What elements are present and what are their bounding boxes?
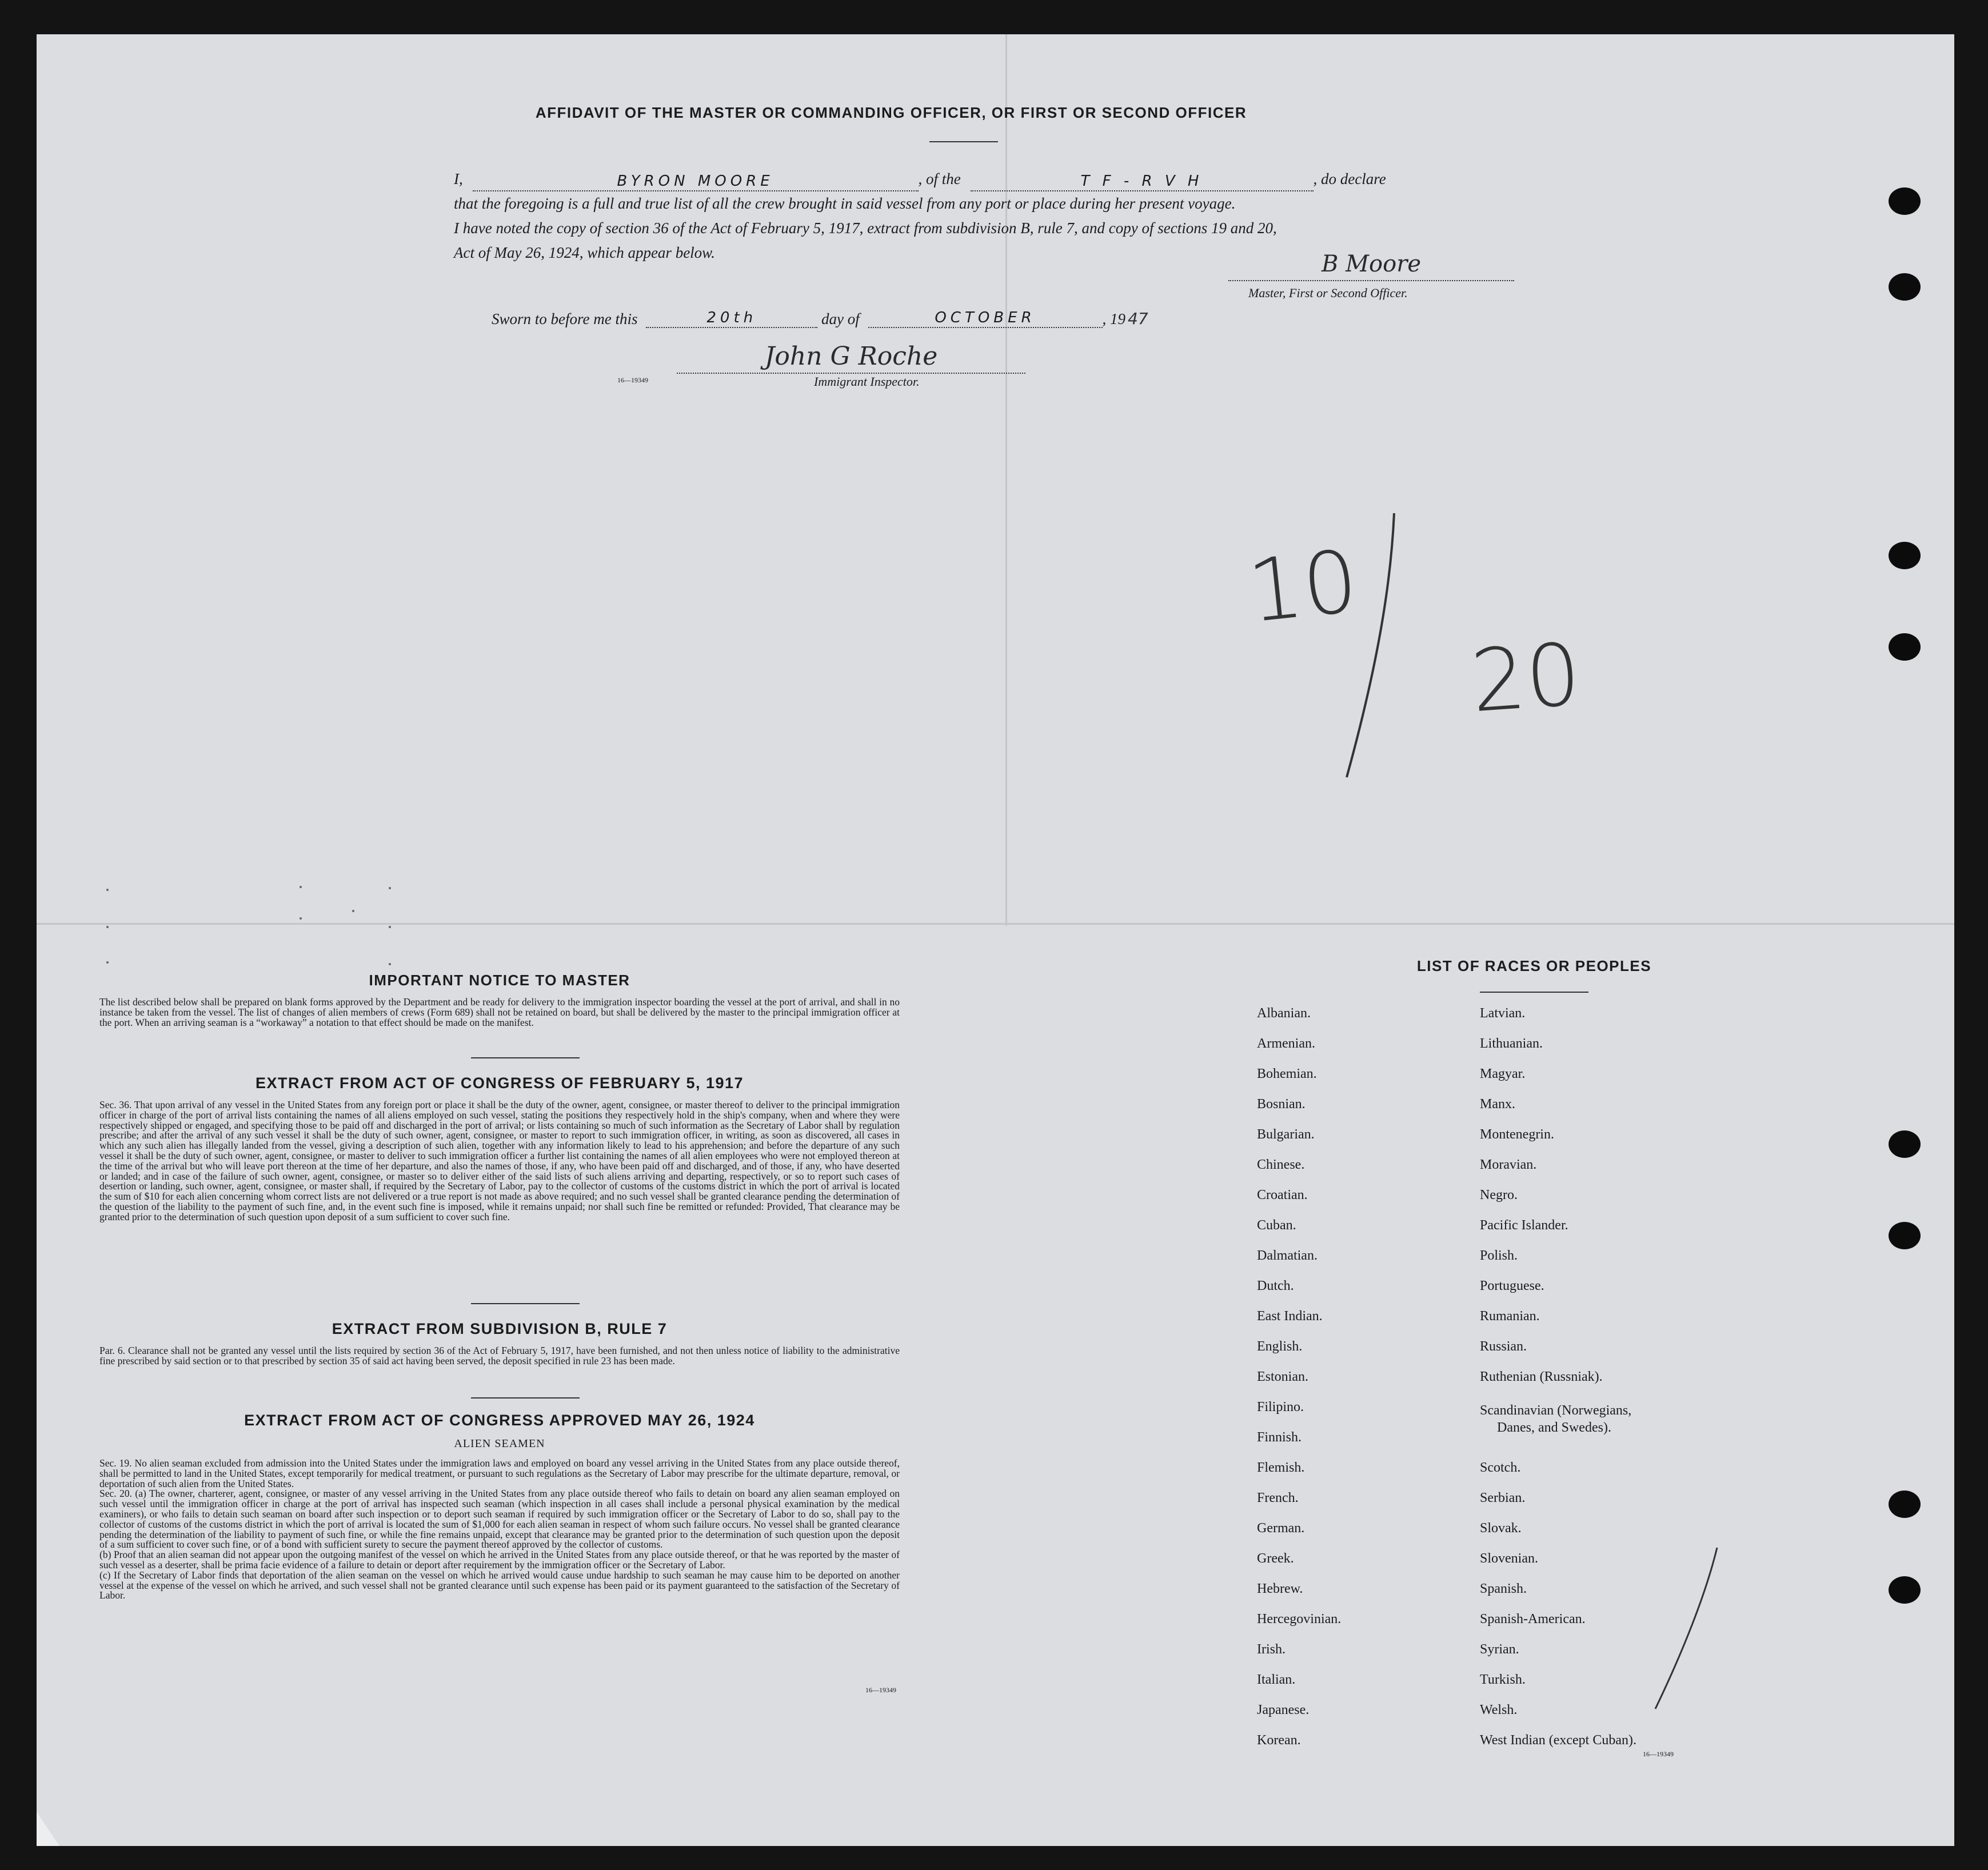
title-rule <box>929 141 998 142</box>
races-list <box>1257 1006 1886 1817</box>
race-right: Ruthenian (Russniak). <box>1480 1369 1603 1384</box>
stray-mark <box>106 889 109 891</box>
punch-hole-icon <box>1889 1222 1921 1249</box>
race-left: Estonian. <box>1257 1369 1308 1384</box>
notice-title: IMPORTANT NOTICE TO MASTER <box>369 972 630 989</box>
sworn-label: Sworn to before me this <box>492 310 638 327</box>
race-right: Spanish-American. <box>1480 1612 1586 1627</box>
race-right: Scandinavian (Norwegians, <box>1480 1403 1632 1418</box>
punch-hole-icon <box>1889 1576 1921 1604</box>
do-declare-label: , do declare <box>1313 170 1386 187</box>
document-sheet <box>37 34 1954 1846</box>
race-right: Russian. <box>1480 1339 1527 1354</box>
race-left: Italian. <box>1257 1672 1296 1687</box>
declaration-line-3: I have noted the copy of section 36 of the Act of February 5, 1917, extract from subdivision B, rule 7, and copy of sections 19 and 20, <box>454 219 1277 237</box>
race-right: Danes, and Swedes). <box>1497 1420 1611 1435</box>
folded-corner <box>37 1812 59 1846</box>
race-left: Armenian. <box>1257 1036 1315 1051</box>
rule7-body: Par. 6. Clearance shall not be granted any vessel until the lists required by section 36 of the Act of February 5, 1917, have been furnished, and not then unless notice of liability to the administrative fine prescribed by said section or to that prescribed by section 35 of said act having been served, the deposit specified in rule 23 has been made. <box>99 1345 900 1366</box>
race-right: Welsh. <box>1480 1703 1518 1717</box>
races-rule <box>1480 992 1588 993</box>
fold-line-horizontal <box>37 923 1954 925</box>
race-left: Irish. <box>1257 1642 1286 1657</box>
handwritten-slash-icon <box>1340 509 1408 783</box>
day-of-label: day of <box>821 310 860 327</box>
of-the-label: , of the <box>918 170 961 187</box>
race-right: Lithuanian. <box>1480 1036 1543 1051</box>
stray-mark <box>389 963 391 965</box>
rule7-title: EXTRACT FROM SUBDIVISION B, RULE 7 <box>332 1320 668 1337</box>
race-left: Dalmatian. <box>1257 1248 1318 1263</box>
race-left: Albanian. <box>1257 1006 1311 1021</box>
race-left: Japanese. <box>1257 1703 1310 1717</box>
sworn-day-field: 20th <box>646 309 817 328</box>
sworn-month-field: OCTOBER <box>868 309 1103 328</box>
stray-mark <box>106 961 109 964</box>
race-left: Cuban. <box>1257 1218 1296 1233</box>
section-rule <box>471 1397 580 1398</box>
punch-hole-icon <box>1889 1491 1921 1518</box>
race-left: Hercegovinian. <box>1257 1612 1342 1627</box>
stray-mark <box>389 926 391 928</box>
section-rule <box>471 1303 580 1304</box>
form-number: 16—19349 <box>617 376 648 384</box>
form-number: 16—19349 <box>1643 1750 1674 1758</box>
stray-mark <box>352 910 354 912</box>
inspector-signature: John G Roche <box>677 343 1025 374</box>
race-right: Magyar. <box>1480 1066 1526 1081</box>
declaration-line-4: Act of May 26, 1924, which appear below. <box>454 244 715 261</box>
race-right: Pacific Islander. <box>1480 1218 1568 1233</box>
race-left: Bohemian. <box>1257 1066 1317 1081</box>
vessel-name-field: T F - R V H <box>971 172 1314 191</box>
race-left: German. <box>1257 1521 1305 1536</box>
race-right: Montenegrin. <box>1480 1127 1554 1142</box>
stray-mark <box>300 917 302 920</box>
affidavit-title: AFFIDAVIT OF THE MASTER OR COMMANDING OFFICER, OR FIRST OR SECOND OFFICER <box>535 104 1247 121</box>
race-right: Polish. <box>1480 1248 1518 1263</box>
form-number: 16—19349 <box>865 1686 896 1694</box>
race-right: Syrian. <box>1480 1642 1519 1657</box>
race-left: Korean. <box>1257 1733 1301 1748</box>
race-left: Chinese. <box>1257 1157 1305 1172</box>
notice-body: The list described below shall be prepared on blank forms approved by the Department and be ready for delivery to the immigration inspector boarding the vessel at the port of arrival, and shall in no instance be taken from the vessel. The list of changes of alien members of crews (Form 689) shall not be retained on board, but shall be delivered by the master to the principal immigration officer at the port. When an arriving seaman is a “workaway” a notation to that effect should be made on the manifest. <box>99 996 900 1028</box>
race-left: Dutch. <box>1257 1278 1294 1293</box>
race-left: Bosnian. <box>1257 1097 1306 1112</box>
section-rule <box>471 1057 580 1058</box>
stray-mark <box>106 926 109 928</box>
race-left: Flemish. <box>1257 1460 1305 1475</box>
race-left: Croatian. <box>1257 1188 1308 1202</box>
sec20b-text: (b) Proof that an alien seaman did not appear upon the outgoing manifest of the vessel on which he arrived in the United States from any place outside thereof, or that he was reported by the master of such vessel as a deserter, shall be prima facie evidence of a failure to detain or deport after requirement by the immigration officer or the Secretary of Labor. <box>99 1549 900 1571</box>
race-right: Manx. <box>1480 1097 1515 1112</box>
handwritten-day: 20 <box>1468 625 1584 732</box>
race-left: East Indian. <box>1257 1309 1323 1324</box>
race-left: English. <box>1257 1339 1303 1354</box>
handwritten-month: 10 <box>1243 532 1363 642</box>
year-prefix-label: , 19 <box>1102 310 1125 327</box>
punch-hole-icon <box>1889 273 1921 301</box>
race-right: Rumanian. <box>1480 1309 1540 1324</box>
race-left: Filipino. <box>1257 1400 1304 1415</box>
race-right: Slovenian. <box>1480 1551 1538 1566</box>
sec19-text: Sec. 19. No alien seaman excluded from admission into the United States under the immigration laws and employed on board any vessel arriving in the United States from any place outside thereof, shall be permitted to land in the United States, except temporarily for medical treatment, or pursuant to such regulations as the Secretary of Labor may prescribe for the ultimate departure, removal, or deportation of such alien from the United States. <box>99 1457 900 1489</box>
stray-mark <box>389 887 391 889</box>
punch-hole-icon <box>1889 187 1921 215</box>
sworn-line <box>492 309 1148 328</box>
year-field: 47 <box>1128 309 1148 328</box>
race-right: Negro. <box>1480 1188 1518 1202</box>
extract-1924-subtitle: ALIEN SEAMEN <box>454 1437 545 1450</box>
sec20a-text: Sec. 20. (a) The owner, charterer, agent, consignee, or master of any vessel arriving in the United States from any place outside thereof who fails to detain on board any alien seaman employed on such vessel until the immigration officer in charge at the port of arrival has inspected such seaman (which inspection in all cases shall include a personal physical examination by the medical examiners), or who fails to detain such seaman on board after such inspection or to deport such seaman if required by such immigration officer or the Secretary of Labor to do so, shall pay to the collector of customs of the customs district in which the port of arrival is located the sum of $1,000 for each alien seaman in respect of whom such failure occurs. No vessel shall be granted clearance pending the determination of the liability to payment of such fine, or while the fine remains unpaid, except that clearance may be granted prior to the determination of such question upon the deposit of a sum sufficient to cover such fine, or of a bond with sufficient surety to secure the payment thereof approved by the collector of customs. <box>99 1488 900 1551</box>
punch-hole-icon <box>1889 633 1921 661</box>
race-right: Scotch. <box>1480 1460 1521 1475</box>
race-right: Portuguese. <box>1480 1278 1544 1293</box>
stray-mark <box>300 886 302 888</box>
punch-hole-icon <box>1889 542 1921 569</box>
race-right: Turkish. <box>1480 1672 1526 1687</box>
inspector-caption: Immigrant Inspector. <box>814 374 920 389</box>
race-left: Finnish. <box>1257 1430 1302 1445</box>
race-left: French. <box>1257 1491 1299 1505</box>
extract-1924-body <box>99 1459 900 1601</box>
master-caption: Master, First or Second Officer. <box>1248 286 1408 300</box>
race-right: Spanish. <box>1480 1581 1527 1596</box>
officer-name-field: BYRON MOORE <box>473 172 919 191</box>
race-left: Greek. <box>1257 1551 1294 1566</box>
races-title: LIST OF RACES OR PEOPLES <box>1416 957 1652 974</box>
extract-1924-title: EXTRACT FROM ACT OF CONGRESS APPROVED MAY 26, 1924 <box>244 1412 755 1429</box>
i-label: I, <box>454 170 463 187</box>
master-signature: B Moore <box>1228 251 1514 281</box>
race-right: Serbian. <box>1480 1491 1526 1505</box>
race-right: West Indian (except Cuban). <box>1480 1733 1636 1748</box>
extract-1917-body: Sec. 36. That upon arrival of any vessel in the United States from any foreign port or place it shall be the duty of the owner, agent, consignee, or master thereof to deliver to the principal immigration officer in charge of the port of arrival lists containing the names of all aliens employed on such vessel, stating the positions they respectively hold in the ship's company, when and where they were respectively shipped or engaged, and specifying those to be paid off and discharged in the port of arrival; or lists containing so much of such information as the Secretary of Labor shall by regulation prescribe; and after the arrival of any such vessel it shall be the duty of such owner, agent, consignee, or master to report to such immigration officer, in writing, as soon as discovered, all cases in which any such alien has illegally landed from the vessel, giving a description of such alien, together with any information likely to lead to his apprehension; and before the departure of any such vessel it shall be the duty of such owner, agent, consignee, or master to deliver to such immigration officer a further list containing the names of all alien employees who were not employed thereon at the time of the arrival but who will leave port thereon at the time of her departure, and also the names of those, if any, who have been paid off and discharged, and of those, if any, who have deserted or landed; and in case of the failure of such owner, agent, consignee, or master so to deliver either of the said lists of such aliens arriving and departing, respectively, or so to report such cases of desertion or landing, such owner, agent, consignee, or master shall, if required by the Secretary of Labor, pay to the collector of customs of the customs district in which the port of arrival is located the sum of $10 for each alien concerning whom correct lists are not delivered or a true report is not made as above required; and no such vessel shall be granted clearance pending the determination of the question of the liability to the payment of such fine, and, in the event such fine is imposed, while it remains unpaid; nor shall such fine be remitted or refunded: Provided, That clearance may be granted prior to the determination of such question upon deposit of a sum sufficient to cover such fine. <box>99 1099 900 1222</box>
race-right: Slovak. <box>1480 1521 1522 1536</box>
race-left: Bulgarian. <box>1257 1127 1315 1142</box>
race-right: Latvian. <box>1480 1006 1526 1021</box>
punch-hole-icon <box>1889 1130 1921 1158</box>
declaration-line-1 <box>454 167 1551 191</box>
race-right: Moravian. <box>1480 1157 1537 1172</box>
declaration-line-2: that the foregoing is a full and true list of all the crew brought in said vessel from any port or place during her present voyage. <box>454 195 1236 212</box>
race-left: Hebrew. <box>1257 1581 1303 1596</box>
sec20c-text: (c) If the Secretary of Labor finds that deportation of the alien seaman on the vessel on which he arrived would cause undue hardship to such seaman he may cause him to be deported on another vessel at the expense of the vessel on which he arrived, and such vessel shall not be granted clearance until such expense has been paid or its payment guaranteed to the satisfaction of the Secretary of Labor. <box>99 1569 900 1601</box>
extract-1917-title: EXTRACT FROM ACT OF CONGRESS OF FEBRUARY 5, 1917 <box>255 1074 744 1092</box>
check-mark-icon <box>1648 1543 1728 1715</box>
